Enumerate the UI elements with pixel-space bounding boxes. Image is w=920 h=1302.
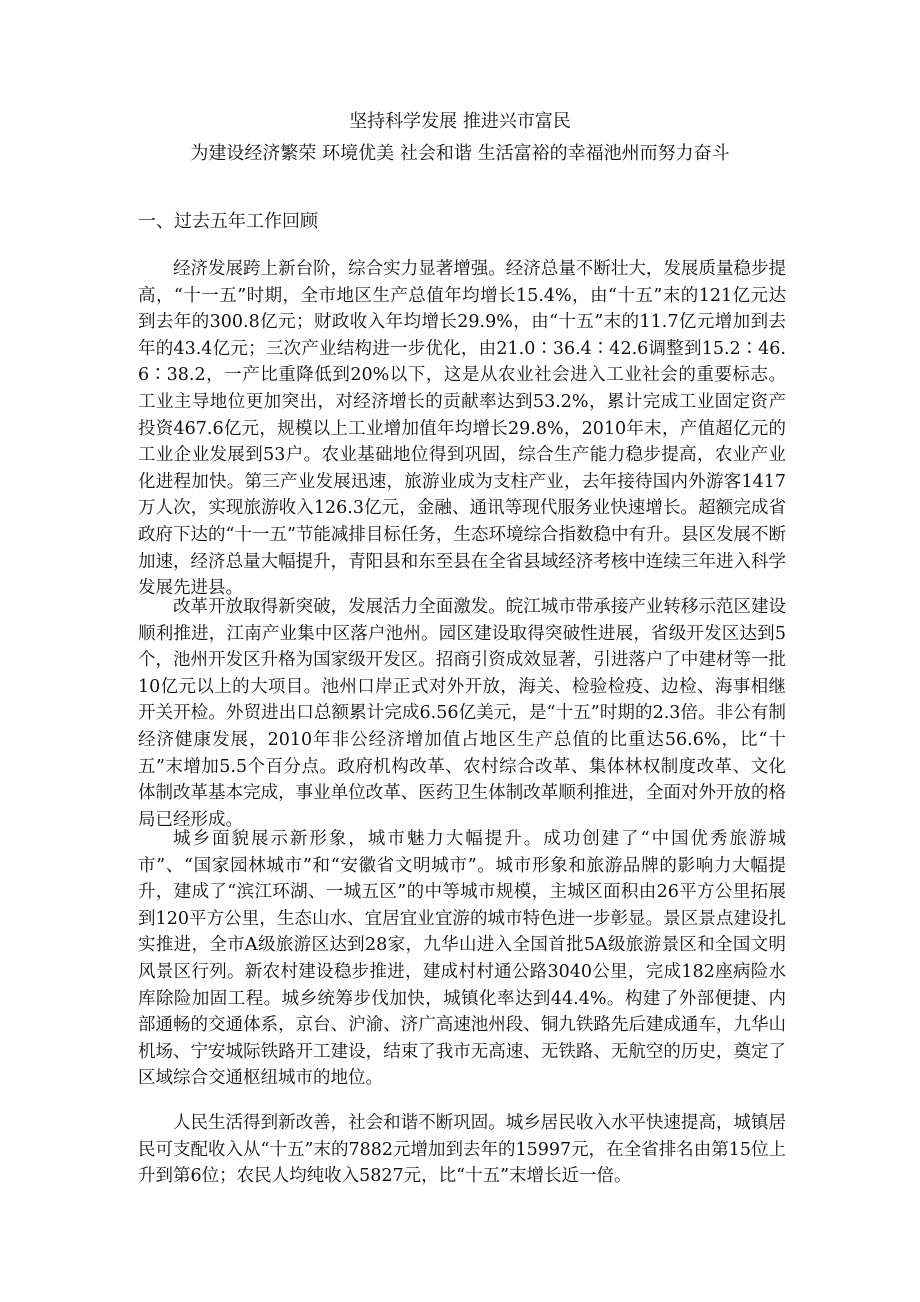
title-line-2: 为建设经济繁荣 环境优美 社会和谐 生活富裕的幸福池州而努力奋斗 xyxy=(190,143,730,164)
paragraph-livelihood: 人民生活得到新改善，社会和谐不断巩固。城乡居民收入水平快速提高，城镇居民可支配收入从“十五”末的7882元增加到去年的15997元，在全省排名由第15位上升到第6位；农民人均纯收入5827元，比“十五”末增长近一倍。 xyxy=(138,1113,786,1187)
title-line-1: 坚持科学发展 推进兴市富民 xyxy=(349,111,571,132)
document-title xyxy=(0,106,920,170)
paragraph-reform: 改革开放取得新突破，发展活力全面激发。皖江城市带承接产业转移示范区建设顺利推进，江南产业集中区落户池州。园区建设取得突破性进展，省级开发区达到5个，池州开发区升格为国家级开发区。招商引资成效显著，引进落户了中建材等一批10亿元以上的大项目。池州口岸正式对外开放，海关、检验检疫、边检、海事相继开关开检。外贸进出口总额累计完成6.56亿美元，是“十五”时期的2.3倍。非公有制经济健康发展，2010年非公经济增加值占地区生产总值的比重达56.6%，比“十五”末增加5.5个百分点。政府机构改革、农村综合改革、集体林权制度改革、文化体制改革基本完成，事业单位改革、医药卫生体制改革顺利推进，全面对外开放的格局已经形成。 xyxy=(138,597,786,830)
paragraph-economy: 经济发展跨上新台阶，综合实力显著增强。经济总量不断壮大，发展质量稳步提高，“十一五”时期，全市地区生产总值年均增长15.4%，由“十五”末的121亿元达到去年的300.8亿元；财政收入年均增长29.9%，由“十五”末的11.7亿元增加到去年的43.4亿元；三次产业结构进一步优化，由21.0∶36.4∶42.6调整到15.2∶46.6∶38.2，一产比重降低到20%以下，这是从农业社会进入工业社会的重要标志。工业主导地位更加突出，对经济增长的贡献率达到53.2%，累计完成工业固定资产投资467.6亿元，规模以上工业增加值年均增长29.8%，2010年末，产值超亿元的工业企业发展到53户。农业基础地位得到巩固，综合生产能力稳步提高，农业产业化进程加快。第三产业发展迅速，旅游业成为支柱产业，去年接待国内外游客1417万人次，实现旅游收入126.3亿元，金融、通讯等现代服务业快速增长。超额完成省政府下达的“十一五”节能减排目标任务，生态环境综合指数稳中有升。县区发展不断加速，经济总量大幅提升，青阳县和东至县在全省县域经济考核中连续三年进入科学发展先进县。 xyxy=(138,259,786,599)
section-heading: 一、过去五年工作回顾 xyxy=(138,211,318,232)
paragraph-urban-rural: 城乡面貌展示新形象，城市魅力大幅提升。成功创建了“中国优秀旅游城市”、“国家园林城市”和“安徽省文明城市”。城市形象和旅游品牌的影响力大幅提升，建成了“滨江环湖、一城五区”的中等城市规模，主城区面积由26平方公里拓展到120平方公里，生态山水、宜居宜业宜游的城市特色进一步彰显。景区景点建设扎实推进，全市A级旅游区达到28家，九华山进入全国首批5A级旅游景区和全国文明风景区行列。新农村建设稳步推进，建成村村通公路3040公里，完成182座病险水库除险加固工程。城乡统筹步伐加快，城镇化率达到44.4%。构建了外部便捷、内部通畅的交通体系，京台、沪渝、济广高速池州段、铜九铁路先后建成通车，九华山机场、宁安城际铁路开工建设，结束了我市无高速、无铁路、无航空的历史，奠定了区域综合交通枢纽城市的地位。 xyxy=(138,829,786,1089)
